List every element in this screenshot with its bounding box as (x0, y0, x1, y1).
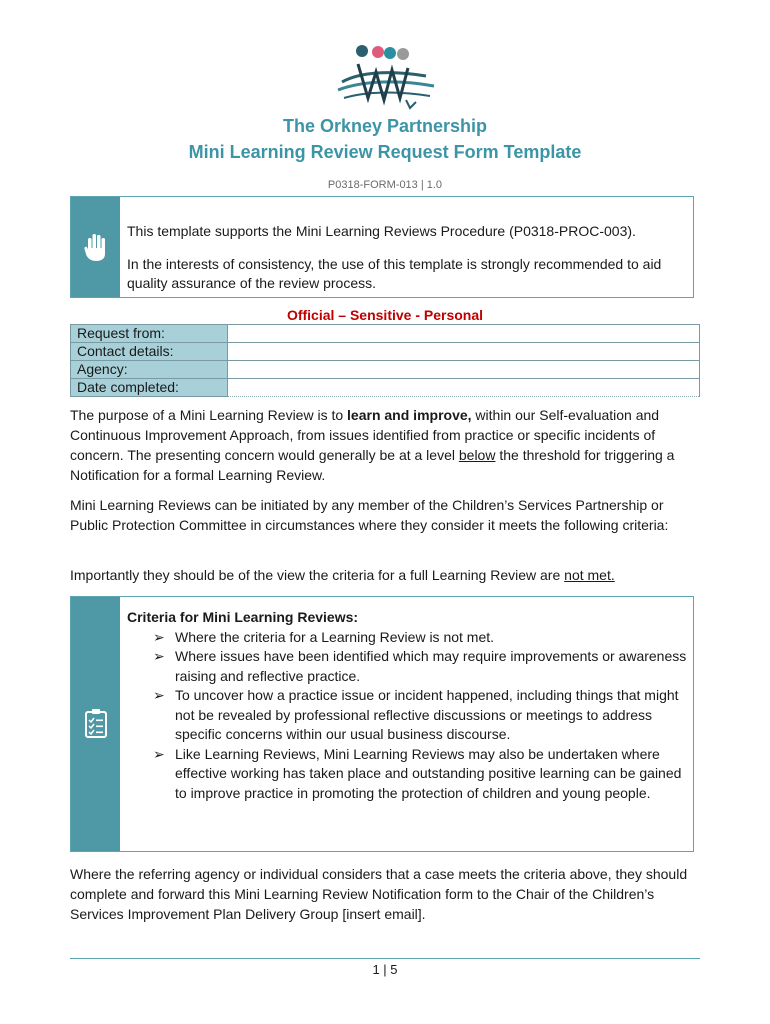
criteria-content (127, 608, 687, 803)
info-box-bar (71, 197, 120, 297)
checklist-icon (84, 708, 108, 743)
arrow-bullet-icon: ➢ (153, 687, 165, 703)
list-item: ➢ Where the criteria for a Learning Review is not met. (127, 628, 687, 648)
table-row (71, 343, 700, 361)
arrow-bullet-icon: ➢ (153, 745, 165, 762)
info-line-2: In the interests of consistency, the use of this template is strongly recommended to aid quality assurance of the review process. (127, 256, 662, 291)
form-title: Mini Learning Review Request Form Template (188, 142, 582, 162)
criteria-heading: Criteria for Mini Learning Reviews: (127, 609, 359, 625)
contact-details-label: Contact details: (71, 343, 228, 361)
hand-stop-icon (84, 232, 108, 267)
request-details-table (70, 324, 700, 397)
info-line-1: This template supports the Mini Learning Reviews Procedure (P0318-PROC-003). (127, 223, 636, 239)
initiation-paragraph: Mini Learning Reviews can be initiated by any member of the Children’s Services Partnership or Public Protection Committee in circumstances where they consider it meets the following criteria: (70, 497, 669, 533)
below-emphasis: below (458, 447, 496, 463)
orkney-partnership-logo-icon (330, 42, 440, 112)
org-title: The Orkney Partnership (282, 116, 488, 136)
contact-details-field[interactable] (228, 343, 700, 361)
table-row (71, 361, 700, 379)
criteria-box-bar (71, 597, 120, 851)
arrow-bullet-icon: ➢ (153, 628, 165, 645)
agency-field[interactable] (228, 361, 700, 379)
agency-label: Agency: (71, 361, 228, 379)
table-row (71, 379, 700, 397)
list-item: ➢ Where issues have been identified which may require improvements or awareness raising and reflective practice. (153, 648, 687, 684)
not-met-emphasis: not met. (564, 567, 615, 583)
list-item: ➢ Like Learning Reviews, Mini Learning Reviews may also be undertaken where effective working has taken place and outstanding positive learning can be gained to improve practice in promoting the protection of children and young people. (153, 745, 682, 801)
classification-label: Official – Sensitive - Personal (286, 307, 484, 323)
document-reference: P0318-FORM-013 | 1.0 (327, 179, 443, 191)
request-from-label: Request from: (71, 325, 228, 343)
footer-divider (70, 958, 700, 959)
request-from-field[interactable] (228, 325, 700, 343)
criteria-list (127, 628, 687, 804)
learn-improve-emphasis: learn and improve, (347, 407, 472, 423)
date-completed-field[interactable] (228, 379, 700, 397)
arrow-bullet-icon: ➢ (153, 648, 165, 664)
info-box-text (127, 208, 687, 307)
closing-paragraph: Where the referring agency or individual considers that a case meets the criteria above, they should complete and forward this Mini Learning Review Notification form to the Chair of the Children’s Services Improvement Plan Delivery Group [insert email]. (70, 866, 688, 922)
page-number: 1 | 5 (372, 962, 398, 977)
purpose-paragraph: The purpose of a Mini Learning Review is to learn and improve, within our Self-evaluation and Continuous Improvement Approach, from issues identified from practice or specific incidents of concern. The presenting concern would generally be at a level below the threshold for triggering a Notification for a formal Learning Review. (70, 407, 675, 483)
table-row (71, 325, 700, 343)
importantly-paragraph: Importantly they should be of the view the criteria for a full Learning Review are not met. (70, 567, 615, 583)
list-item: ➢ To uncover how a practice issue or incident happened, including things that might not be revealed by professional reflective discussions or meetings to address specific concerns within our usual business discourse. (153, 687, 679, 742)
date-completed-label: Date completed: (71, 379, 228, 397)
